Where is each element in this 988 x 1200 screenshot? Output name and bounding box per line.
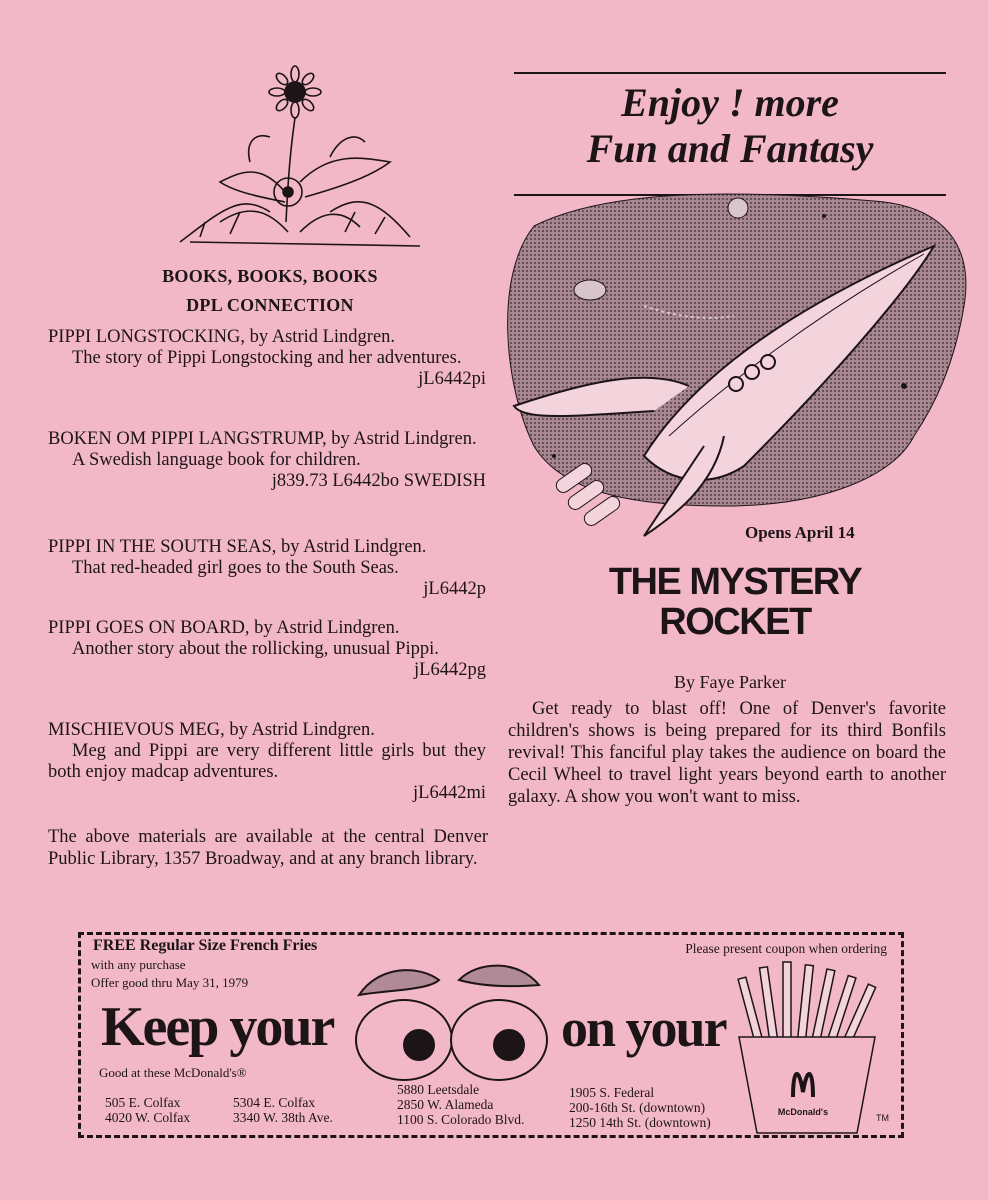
book-entry	[48, 537, 486, 600]
mcdonalds-coupon	[78, 932, 904, 1138]
call-number: j839.73 L6442bo SWEDISH	[271, 471, 486, 491]
mcdonalds-logo-text: McDonald's	[777, 1107, 829, 1117]
french-fries-illustration	[727, 957, 887, 1135]
location-address: 1250 14th St. (downtown)	[569, 1115, 711, 1130]
show-title-line-2: ROCKET	[659, 601, 811, 643]
locations-heading: Good at these McDonald's®	[99, 1065, 247, 1080]
location-address: 2850 W. Alameda	[397, 1097, 494, 1112]
enjoy-line-2: Fun and Fantasy	[586, 126, 874, 171]
call-number: jL6442p	[423, 579, 486, 599]
dpl-connection-heading: DPL CONNECTION	[186, 295, 354, 315]
location-group	[397, 1082, 524, 1127]
location-group	[569, 1085, 711, 1130]
book-title: MISCHIEVOUS MEG, by Astrid Lindgren.	[48, 720, 375, 740]
location-address: 1905 S. Federal	[569, 1085, 655, 1100]
book-entry	[48, 720, 486, 804]
opening-date: Opens April 14	[745, 523, 855, 542]
byline: By Faye Parker	[674, 672, 786, 692]
book-entry	[48, 429, 486, 492]
top-rule	[514, 72, 946, 74]
coupon-offer-title: FREE Regular Size French Fries	[93, 937, 318, 954]
trademark: TM	[876, 1113, 889, 1123]
call-number: jL6442pi	[418, 369, 486, 389]
coupon-instructions: Please present coupon when ordering	[685, 941, 887, 956]
book-title: PIPPI IN THE SOUTH SEAS, by Astrid Lindgren.	[48, 537, 427, 557]
location-address: 5880 Leetsdale	[397, 1082, 480, 1097]
book-description: The story of Pippi Longstocking and her adventures.	[72, 348, 462, 368]
location-address: 1100 S. Colorado Blvd.	[397, 1112, 525, 1127]
slogan-keep-your: Keep your	[101, 996, 334, 1058]
book-title: PIPPI LONGSTOCKING, by Astrid Lindgren.	[48, 327, 396, 347]
article-body: Get ready to blast off! One of Denver's favorite children's shows is being prepared for its third Bonfils revival! This fanciful play takes the audience on board the Cecil Wheel to travel light years beyond earth to another galaxy. A show you won't want to miss.	[508, 699, 946, 807]
flower-illustration	[160, 62, 430, 257]
eyes-illustration	[349, 945, 559, 1085]
location-group	[233, 1095, 333, 1125]
rocket-illustration	[494, 186, 980, 556]
book-description: That red-headed girl goes to the South Seas.	[72, 558, 399, 578]
location-address: 4020 W. Colfax	[105, 1110, 191, 1125]
show-title	[560, 562, 910, 642]
location-address: 5304 E. Colfax	[233, 1095, 316, 1110]
slogan-on-your: on your	[561, 998, 726, 1058]
call-number: jL6442mi	[413, 783, 486, 803]
location-address: 505 E. Colfax	[105, 1095, 181, 1110]
show-title-line-1: THE MYSTERY	[608, 561, 862, 603]
library-note: The above materials are available at the central Denver Public Library, 1357 Broadway, and at any branch library.	[48, 827, 488, 869]
book-entry	[48, 327, 486, 390]
location-address: 200-16th St. (downtown)	[569, 1100, 706, 1115]
location-group	[105, 1095, 190, 1125]
books-heading: BOOKS, BOOKS, BOOKS	[162, 266, 378, 286]
call-number: jL6442pg	[414, 660, 486, 680]
book-title: PIPPI GOES ON BOARD, by Astrid Lindgren.	[48, 618, 400, 638]
coupon-purchase-note: with any purchase	[91, 957, 186, 972]
book-title: BOKEN OM PIPPI LANGSTRUMP, by Astrid Lindgren.	[48, 429, 477, 449]
book-description: A Swedish language book for children.	[72, 450, 361, 470]
coupon-expiry: Offer good thru May 31, 1979	[91, 975, 249, 990]
enjoy-headline	[514, 80, 946, 172]
enjoy-line-1: Enjoy ! more	[621, 80, 839, 125]
book-entry	[48, 618, 486, 681]
book-description: Another story about the rollicking, unusual Pippi.	[72, 639, 439, 659]
location-address: 3340 W. 38th Ave.	[233, 1110, 333, 1125]
book-description: Meg and Pippi are very different little girls but they both enjoy madcap adventures.	[48, 741, 486, 782]
